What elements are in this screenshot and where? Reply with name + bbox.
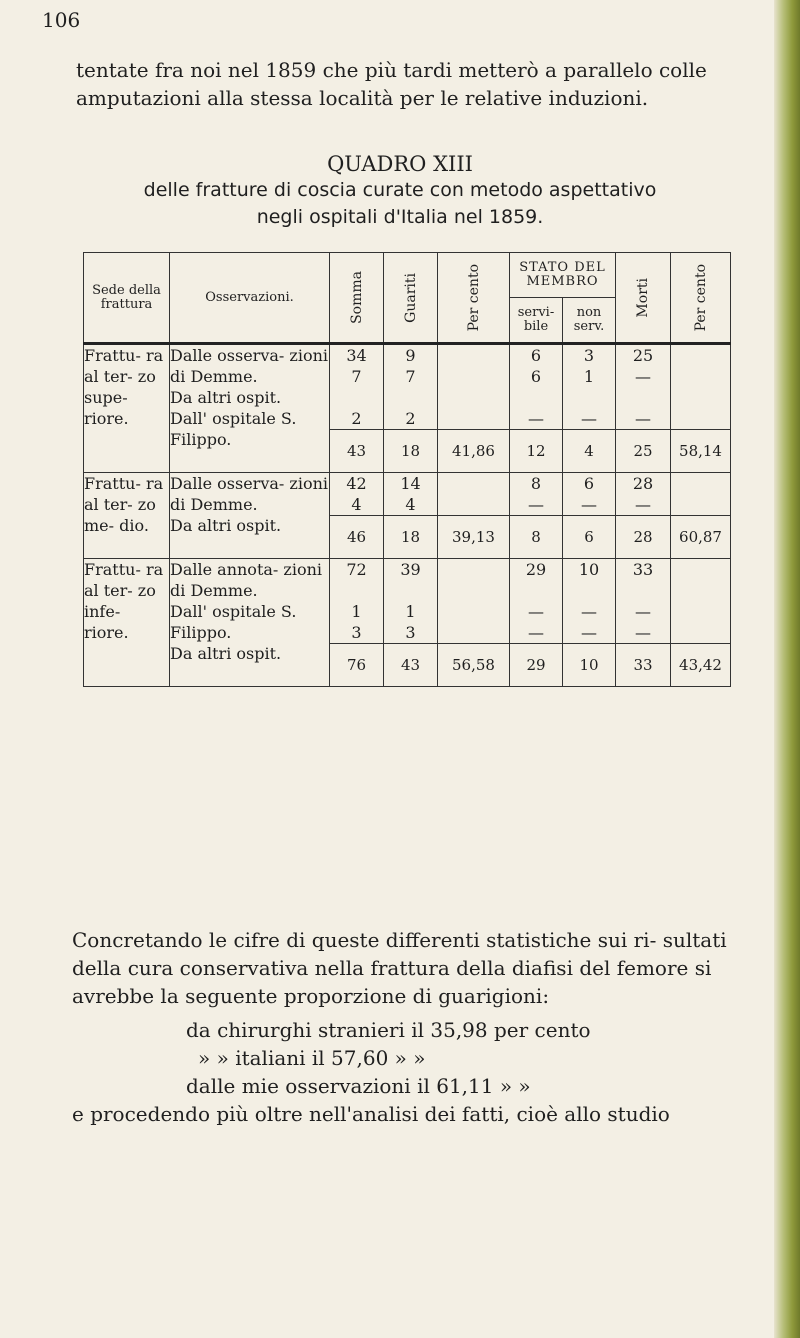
servibile-value: — <box>528 409 544 428</box>
non_serv-value: — <box>581 409 597 428</box>
header-morti-cell <box>616 253 671 344</box>
total-per_cento: 39,13 <box>438 516 510 559</box>
source-line: Dall' ospitale S. Filippo. <box>170 602 297 642</box>
non_serv-value: — <box>581 495 597 514</box>
total-per_cento: 41,86 <box>438 430 510 473</box>
non_serv-cell <box>563 473 616 516</box>
header-per-cento: Per cento <box>465 263 482 332</box>
total-per_cento_morti: 60,87 <box>671 516 731 559</box>
empty-cell <box>671 344 731 430</box>
source-line: Dalle osserva- zioni di Demme. <box>170 474 328 514</box>
page-number: 106 <box>42 8 81 32</box>
osservazioni-cell <box>170 559 330 687</box>
somma-cell <box>330 473 384 516</box>
list-item: da chirurghi stranieri il 35,98 per cento <box>186 1018 591 1042</box>
header-sede: Sede della frattura <box>84 253 170 344</box>
empty-cell <box>438 344 510 430</box>
empty-cell <box>671 473 731 516</box>
morti-value: — <box>635 367 652 386</box>
somma-value: 4 <box>351 495 362 514</box>
somma-cell <box>330 559 384 644</box>
total-per_cento: 56,58 <box>438 644 510 687</box>
header-somma: Somma <box>348 271 365 324</box>
morti-value: — <box>635 495 652 514</box>
non_serv-value: — <box>581 623 597 642</box>
total-morti: 28 <box>616 516 671 559</box>
servibile-value: — <box>528 623 544 642</box>
source-line: Da altri ospit. <box>170 388 282 407</box>
closing-paragraph: Concretando le cifre di queste differenti statistiche sui ri- sultati della cura conservativa nella frattura della diafisi del femore si avrebbe la seguente proporzione di guarigioni: <box>72 928 727 1008</box>
table-row <box>84 559 731 644</box>
header-stato: STATO DEL MEMBRO <box>510 253 616 298</box>
somma-value: 2 <box>351 409 362 428</box>
table-row <box>84 473 731 516</box>
sede-cell: Frattu- ra al ter- zo supe- riore. <box>84 344 170 473</box>
guariti-value: 3 <box>405 623 416 642</box>
proportion-list <box>186 1016 591 1100</box>
morti-value: — <box>635 409 652 428</box>
non_serv-cell <box>563 559 616 644</box>
non_serv-value: 10 <box>578 560 600 579</box>
somma-value: 72 <box>346 560 367 579</box>
total-somma: 76 <box>330 644 384 687</box>
total-servibile: 12 <box>510 430 563 473</box>
somma-value: 1 <box>351 602 362 621</box>
morti-value: 28 <box>632 474 654 493</box>
guariti-value: 9 <box>405 346 416 365</box>
non_serv-value: 3 <box>583 346 595 365</box>
header-morti: Morti <box>635 277 652 318</box>
morti-value: 33 <box>632 560 654 579</box>
final-line: e procedendo più oltre nell'analisi dei fatti, cioè allo studio <box>72 1102 670 1126</box>
guariti-value: 14 <box>400 474 421 493</box>
total-non_serv: 10 <box>563 644 616 687</box>
morti-value: — <box>635 623 652 642</box>
total-guariti: 43 <box>384 644 438 687</box>
somma-cell <box>330 344 384 430</box>
sede-cell: Frattu- ra al ter- zo infe- riore. <box>84 559 170 687</box>
total-guariti: 18 <box>384 516 438 559</box>
guariti-cell <box>384 473 438 516</box>
header-servibile: servi- bile <box>510 298 563 344</box>
total-non_serv: 6 <box>563 516 616 559</box>
somma-value: 3 <box>351 623 362 642</box>
total-morti: 25 <box>616 430 671 473</box>
guariti-value: 39 <box>400 560 421 579</box>
total-per_cento_morti: 43,42 <box>671 644 731 687</box>
guariti-cell <box>384 559 438 644</box>
servibile-value: — <box>528 602 544 621</box>
header-per-cento-2: Per cento <box>692 263 709 332</box>
empty-cell <box>438 559 510 644</box>
total-servibile: 8 <box>510 516 563 559</box>
total-somma: 43 <box>330 430 384 473</box>
servibile-value: 6 <box>530 367 542 386</box>
somma-value: 34 <box>346 346 367 365</box>
total-non_serv: 4 <box>563 430 616 473</box>
table-subtitle-2: negli ospitali d'Italia nel 1859. <box>256 206 544 228</box>
source-line: Da altri ospit. <box>170 516 282 535</box>
guariti-value: 1 <box>405 602 416 621</box>
header-per-cento-cell <box>438 253 510 344</box>
sede-cell: Frattu- ra al ter- zo me- dio. <box>84 473 170 559</box>
header-somma-cell <box>330 253 384 344</box>
servibile-value: — <box>528 495 544 514</box>
guariti-value: 4 <box>405 495 416 514</box>
list-item: dalle mie osservazioni il 61,11 » » <box>186 1074 531 1098</box>
somma-value: 7 <box>351 367 362 386</box>
intro-paragraph: tentate fra noi nel 1859 che più tardi metterò a parallelo colle amputazioni alla stessa località per le relative induzioni. <box>76 58 707 110</box>
total-morti: 33 <box>616 644 671 687</box>
source-line: Dalle annota- zioni di Demme. <box>170 560 322 600</box>
morti-value: 25 <box>632 346 654 365</box>
header-osservazioni: Osservazioni. <box>170 253 330 344</box>
servibile-value: 8 <box>530 474 542 493</box>
header-per-cento-2-cell <box>671 253 731 344</box>
non_serv-value: 6 <box>583 474 595 493</box>
table-title: QUADRO XIII <box>327 152 473 176</box>
header-guariti: Guariti <box>402 272 419 323</box>
morti-value: — <box>635 602 652 621</box>
header-guariti-cell <box>384 253 438 344</box>
total-somma: 46 <box>330 516 384 559</box>
non_serv-value: — <box>581 602 597 621</box>
total-guariti: 18 <box>384 430 438 473</box>
servibile-cell <box>510 473 563 516</box>
guariti-value: 7 <box>405 367 416 386</box>
servibile-cell <box>510 344 563 430</box>
morti-cell <box>616 344 671 430</box>
empty-cell <box>438 473 510 516</box>
total-per_cento_morti: 58,14 <box>671 430 731 473</box>
table-subtitle-1: delle fratture di coscia curate con metodo aspettativo <box>143 179 657 201</box>
osservazioni-cell <box>170 344 330 473</box>
fracture-table <box>83 252 731 687</box>
morti-cell <box>616 473 671 516</box>
table-row <box>84 344 731 430</box>
list-item: » » italiani il 57,60 » » <box>198 1046 426 1070</box>
source-line: Da altri ospit. <box>170 644 282 663</box>
non_serv-cell <box>563 344 616 430</box>
osservazioni-cell <box>170 473 330 559</box>
servibile-cell <box>510 559 563 644</box>
somma-value: 42 <box>346 474 367 493</box>
source-line: Dalle osserva- zioni di Demme. <box>170 346 328 386</box>
non_serv-value: 1 <box>583 367 595 386</box>
total-servibile: 29 <box>510 644 563 687</box>
servibile-value: 6 <box>530 346 542 365</box>
guariti-value: 2 <box>405 409 416 428</box>
header-non-serv: non serv. <box>563 298 616 344</box>
guariti-cell <box>384 344 438 430</box>
source-line: Dall' ospitale S. Filippo. <box>170 409 297 449</box>
page-edge <box>774 0 800 1338</box>
servibile-value: 29 <box>525 560 547 579</box>
empty-cell <box>671 559 731 644</box>
morti-cell <box>616 559 671 644</box>
